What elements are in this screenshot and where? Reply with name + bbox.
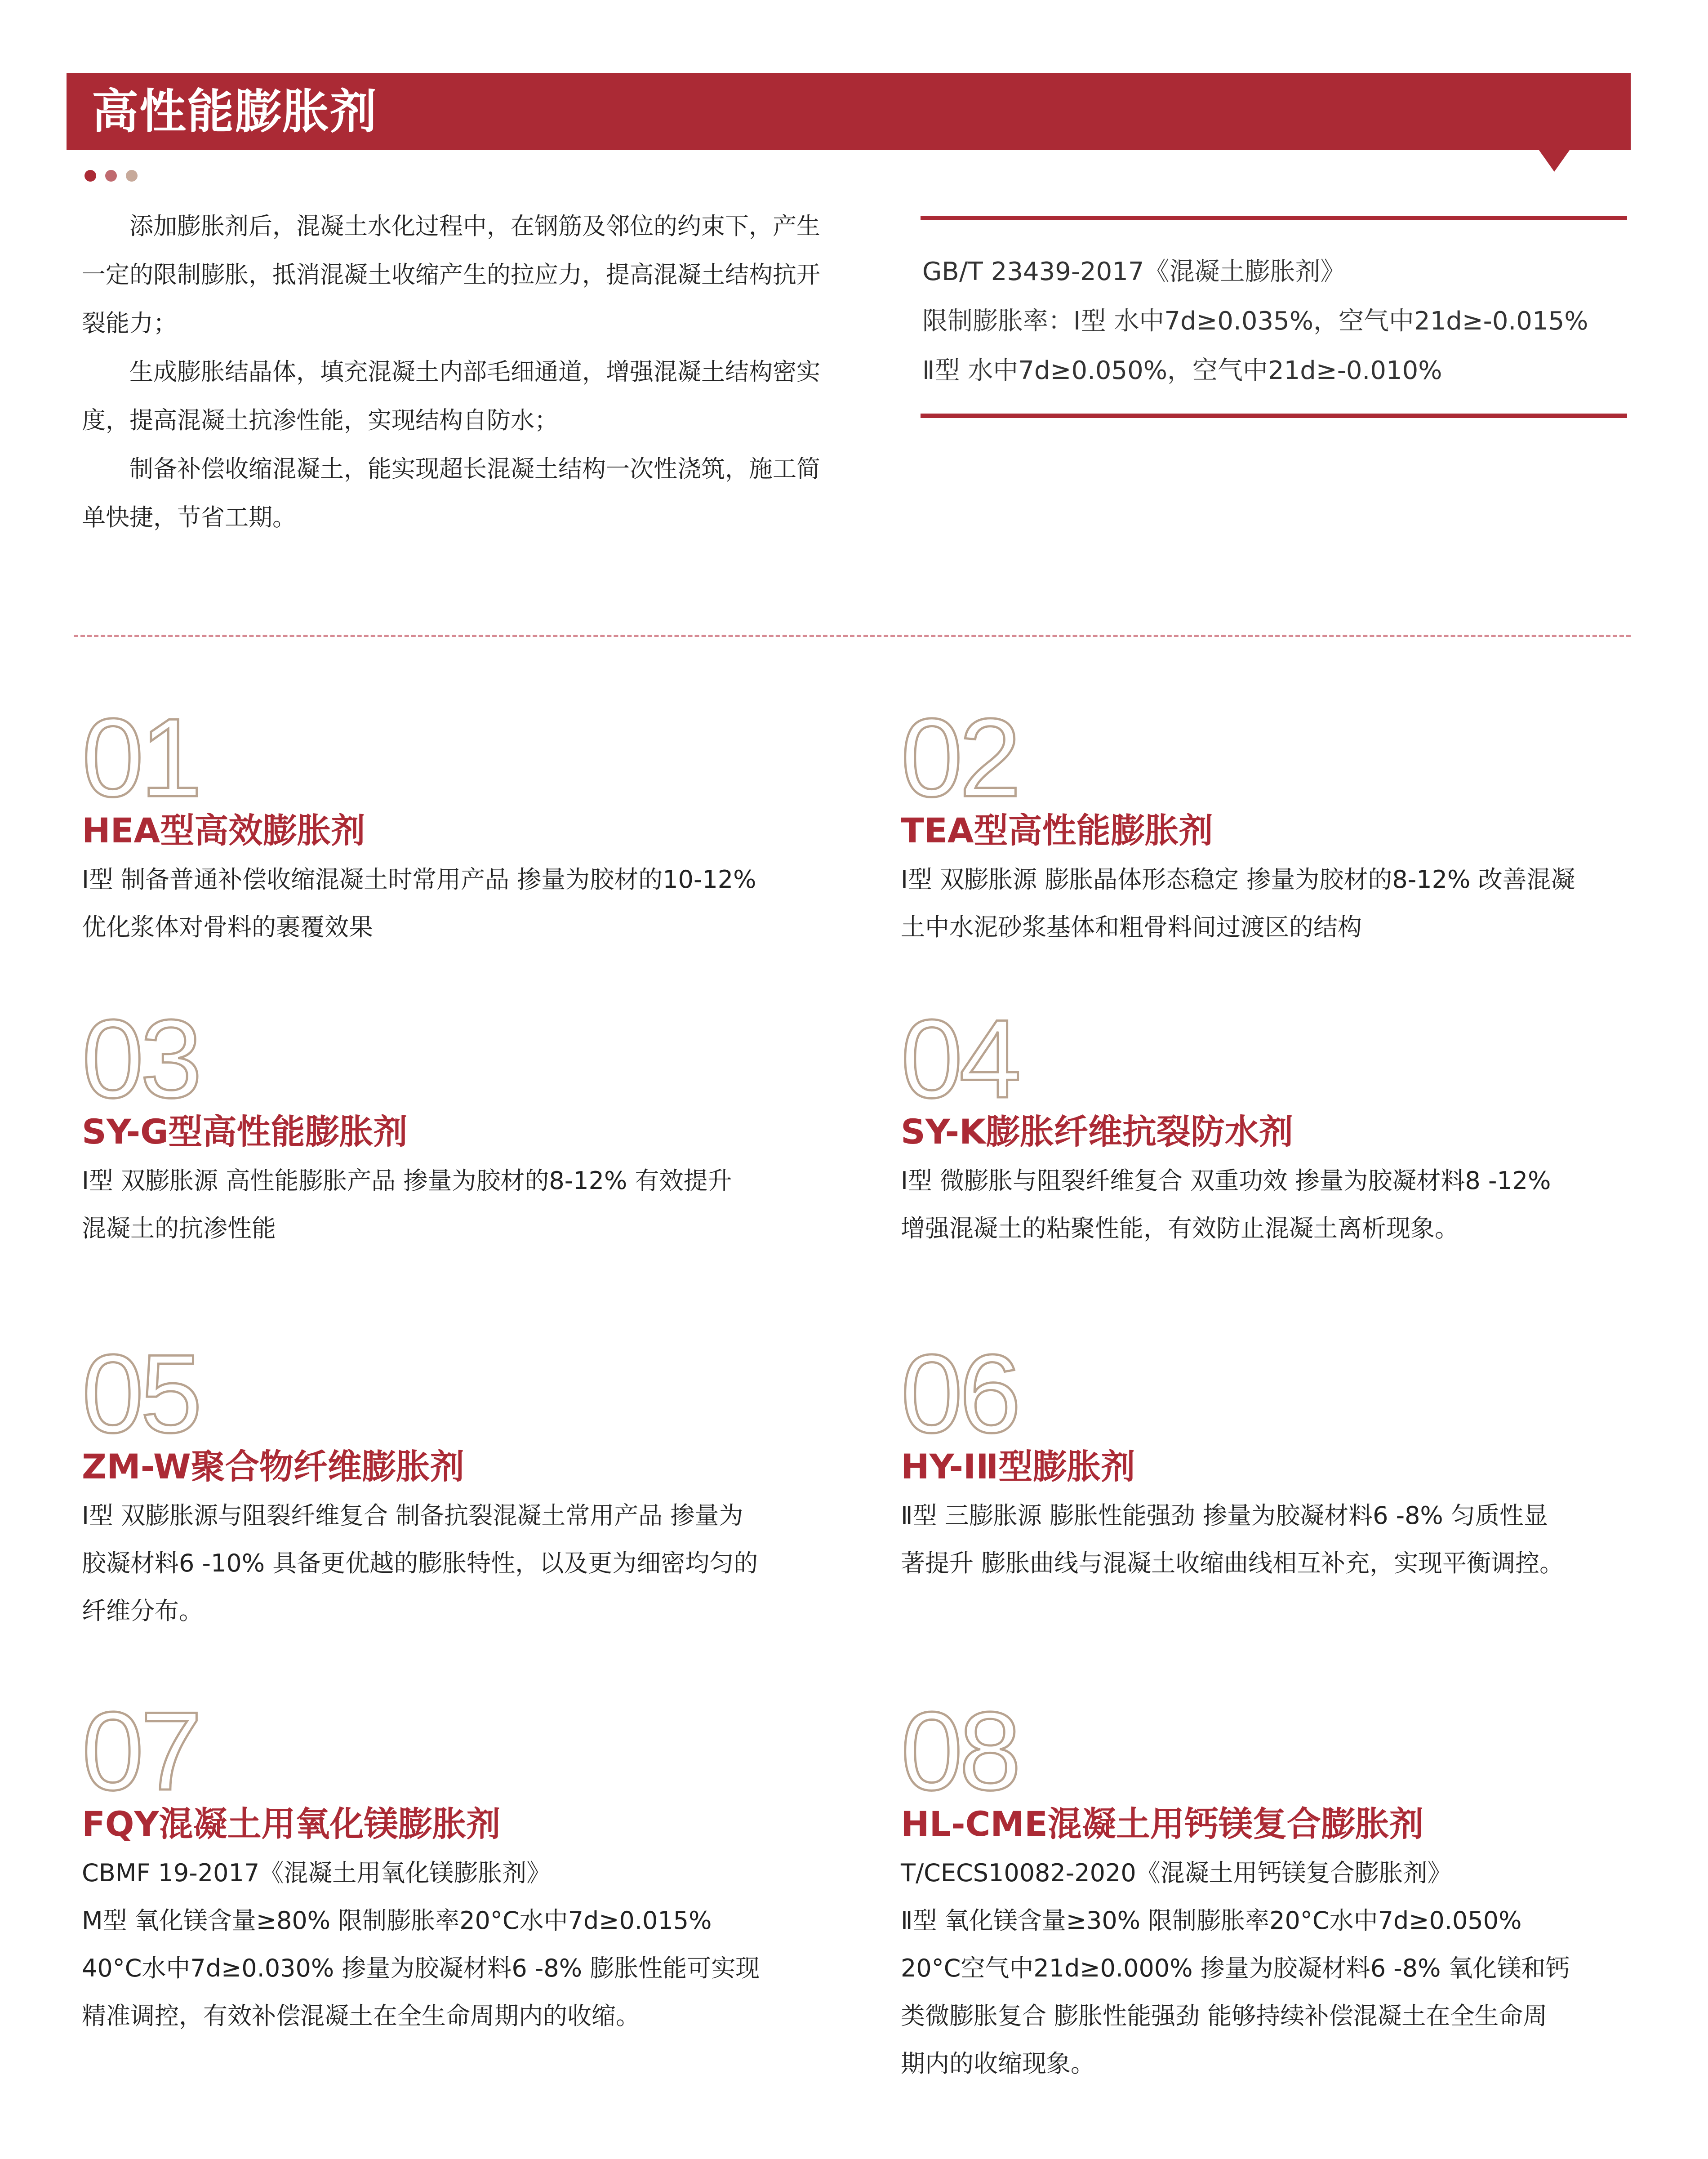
product-03 xyxy=(82,996,823,1252)
page-title: 高性能膨胀剂 xyxy=(92,84,378,139)
product-number: 04 xyxy=(901,996,1018,1121)
section-divider xyxy=(74,635,1631,637)
product-description xyxy=(82,1157,823,1252)
product-01 xyxy=(82,695,823,951)
dot-1 xyxy=(85,170,96,182)
description-line: 混凝土的抗渗性能 xyxy=(82,1214,276,1242)
description-line: I型 双膨胀源 膨胀晶体形态稳定 掺量为胶材的8-12% 改善混凝 xyxy=(901,865,1575,894)
description-line: I型 双膨胀源与阻裂纤维复合 制备抗裂混凝土常用产品 掺量为 xyxy=(82,1501,743,1530)
product-title: SY-K膨胀纤维抗裂防水剂 xyxy=(901,1112,1294,1152)
standard-line: GB/T 23439-2017《混凝土膨胀剂》 xyxy=(922,257,1346,286)
product-number: 08 xyxy=(901,1688,1018,1813)
description-line: I型 微膨胀与阻裂纤维复合 双重功效 掺量为胶凝材料8 -12% xyxy=(901,1166,1551,1195)
product-description xyxy=(901,1849,1642,2088)
product-06 xyxy=(901,1331,1642,1587)
product-description xyxy=(901,856,1642,951)
standard-box xyxy=(921,216,1627,418)
description-line: 期内的收缩现象。 xyxy=(901,2049,1095,2078)
product-title: HEA型高效膨胀剂 xyxy=(82,810,365,850)
product-05 xyxy=(82,1331,823,1635)
decorative-dots xyxy=(85,170,138,182)
intro-text xyxy=(82,202,841,542)
product-title: TEA型高性能膨胀剂 xyxy=(901,810,1213,850)
product-08 xyxy=(901,1688,1642,2088)
standard-bottom-rule xyxy=(921,414,1627,418)
description-line: I型 双膨胀源 高性能膨胀产品 掺量为胶材的8-12% 有效提升 xyxy=(82,1166,732,1195)
description-line: 胶凝材料6 -10% 具备更优越的膨胀特性，以及更为细密均匀的 xyxy=(82,1549,758,1577)
description-line: 著提升 膨胀曲线与混凝土收缩曲线相互补充，实现平衡调控。 xyxy=(901,1549,1564,1577)
description-line: 20°C空气中21d≥0.000% 掺量为胶凝材料6 -8% 氧化镁和钙 xyxy=(901,1954,1570,1982)
description-line: 纤维分布。 xyxy=(82,1597,203,1625)
intro-paragraph: 制备补偿收缩混凝土，能实现超长混凝土结构一次性浇筑，施工简单快捷，节省工期。 xyxy=(82,455,820,531)
description-line: 类微膨胀复合 膨胀性能强劲 能够持续补偿混凝土在全生命周 xyxy=(901,2002,1548,2030)
product-description xyxy=(901,1157,1642,1252)
dot-3 xyxy=(126,170,138,182)
standard-top-rule xyxy=(921,216,1627,220)
standard-line: 限制膨胀率：I型 水中7d≥0.035%，空气中21d≥-0.015% xyxy=(922,307,1588,336)
description-line: 优化浆体对骨料的裹覆效果 xyxy=(82,913,373,941)
description-line: 增强混凝土的粘聚性能，有效防止混凝土离析现象。 xyxy=(901,1214,1459,1242)
intro-paragraph: 添加膨胀剂后，混凝土水化过程中，在钢筋及邻位的约束下，产生一定的限制膨胀，抵消混凝土收缩产生的拉应力，提高混凝土结构抗开裂能力； xyxy=(82,213,820,337)
product-title: SY-G型高性能膨胀剂 xyxy=(82,1112,408,1152)
description-line: CBMF 19-2017《混凝土用氧化镁膨胀剂》 xyxy=(82,1859,551,1887)
description-line: 土中水泥砂浆基体和粗骨料间过渡区的结构 xyxy=(901,913,1362,941)
product-04 xyxy=(901,996,1642,1252)
description-line: 40°C水中7d≥0.030% 掺量为胶凝材料6 -8% 膨胀性能可实现 xyxy=(82,1954,760,1982)
product-number: 01 xyxy=(82,695,199,820)
product-description xyxy=(82,1492,823,1635)
title-banner xyxy=(67,73,1631,150)
product-number: 06 xyxy=(901,1331,1018,1456)
description-line: M型 氧化镁含量≥80% 限制膨胀率20°C水中7d≥0.015% xyxy=(82,1906,712,1935)
product-description xyxy=(901,1492,1642,1587)
banner-notch xyxy=(1539,150,1570,172)
dot-2 xyxy=(105,170,117,182)
intro-paragraph: 生成膨胀结晶体，填充混凝土内部毛细通道，增强混凝土结构密实度，提高混凝土抗渗性能，实现结构自防水； xyxy=(82,358,820,434)
product-07 xyxy=(82,1688,823,2040)
description-line: T/CECS10082-2020《混凝土用钙镁复合膨胀剂》 xyxy=(901,1859,1452,1887)
product-number: 05 xyxy=(82,1331,199,1456)
product-title: ZM-W聚合物纤维膨胀剂 xyxy=(82,1447,464,1487)
product-number: 02 xyxy=(901,695,1018,820)
product-title: HL-CME混凝土用钙镁复合膨胀剂 xyxy=(901,1804,1423,1844)
description-line: I型 制备普通补偿收缩混凝土时常用产品 掺量为胶材的10-12% xyxy=(82,865,756,894)
product-description xyxy=(82,856,823,951)
product-title: HY-IⅡ型膨胀剂 xyxy=(901,1447,1135,1487)
description-line: 精准调控，有效补偿混凝土在全生命周期内的收缩。 xyxy=(82,2002,640,2030)
standard-line: Ⅱ型 水中7d≥0.050%，空气中21d≥-0.010% xyxy=(922,356,1442,385)
product-02 xyxy=(901,695,1642,951)
description-line: Ⅱ型 氧化镁含量≥30% 限制膨胀率20°C水中7d≥0.050% xyxy=(901,1906,1522,1935)
product-number: 03 xyxy=(82,996,199,1121)
product-number: 07 xyxy=(82,1688,199,1813)
product-title: FQY混凝土用氧化镁膨胀剂 xyxy=(82,1804,501,1844)
product-description xyxy=(82,1849,823,2040)
description-line: Ⅱ型 三膨胀源 膨胀性能强劲 掺量为胶凝材料6 -8% 匀质性显 xyxy=(901,1501,1548,1530)
